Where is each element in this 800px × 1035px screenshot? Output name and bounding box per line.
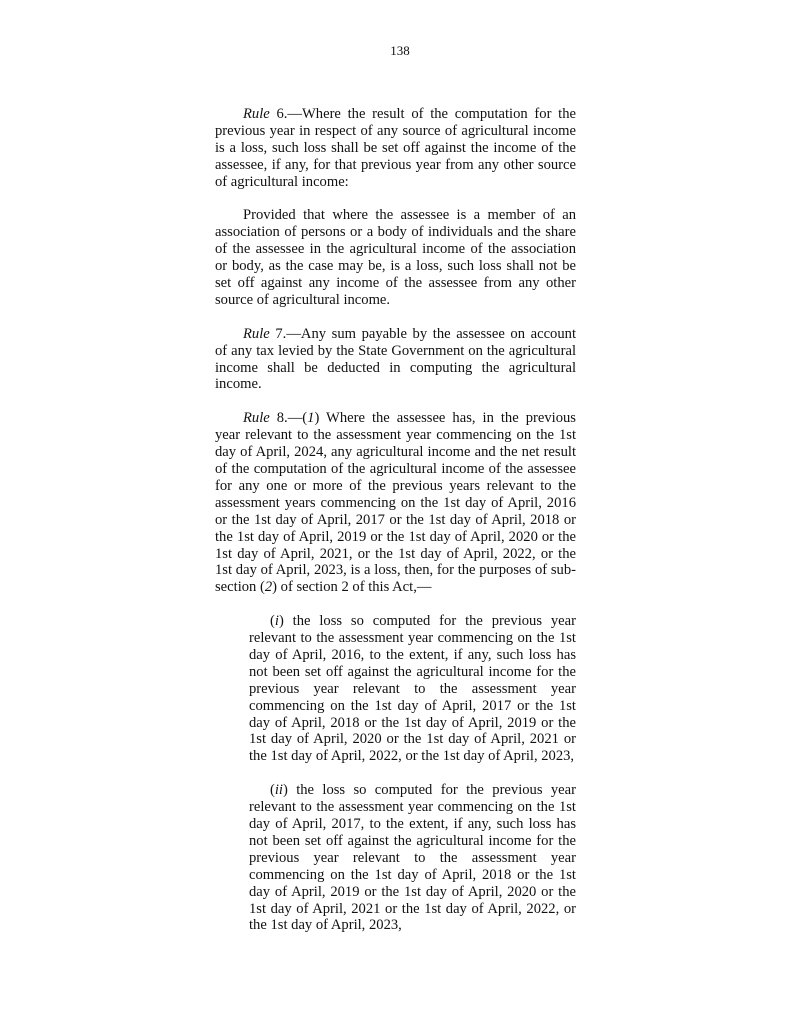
page-number: 138 bbox=[390, 43, 410, 58]
rule-6-label: Rule bbox=[243, 106, 270, 122]
rule-6-number: 6. bbox=[269, 106, 288, 122]
clause-i: (i) the loss so computed for the previous year relevant to the assessment year commencing on the 1st day of April, 2016, to the extent, if any, such loss has not been set off against the agricultural income for the previous year relevant to the assessment year commencing on the 1st day of April, 2017 or the 1st day of April, 2018 or the 1st day of April, 2019 or the 1st day of April, 2020 or the 1st day of April, 2021 or the 1st day of April, 2022, or the 1st day of April, 2023, bbox=[249, 613, 576, 765]
clause-i-text: ) the loss so computed for the previous year relevant to the assessment year commencing on the 1st day of April, 2016, to the extent, if any, such loss has not been set off against the agricultural income for the previous year relevant to the assessment year commencing on the 1st day of April, 2017 or the 1st day of April, 2018 or the 1st day of April, 2019 or the 1st day of April, 2020 or the 1st day of April, 2021 or the 1st day of April, 2022, or the 1st day of April, 2023, bbox=[249, 613, 576, 765]
rule-8-text-a: ) Where the assessee has, in the previous year relevant to the assessment year commencing on the 1st day of April, 2024, any agricultural income and the net result of the computation of the agricultural income of the assessee for any one or more of the previous years relevant to the assessment years commencing on the 1st day of April, 2016 or the 1st day of April, 2017 or the 1st day of April, 2018 or the 1st day of April, 2019 or the 1st day of April, 2020 or the 1st day of April, 2021, or the 1st day of April, 2022, or the 1st day of April, 2023, is a loss, then, for the purposes of sub-section ( bbox=[215, 410, 576, 596]
rule-7-label: Rule bbox=[243, 325, 270, 342]
clause-ii: (ii) the loss so computed for the previous year relevant to the assessment year commencing on the 1st day of April, 2017, to the extent, if any, such loss has not been set off against the agricultural income for the previous year relevant to the assessment year commencing on the 1st day of April, 2018 or the 1st day of April, 2019 or the 1st day of April, 2020 or the 1st day of April, 2021 or the 1st day of April, 2022, or the 1st day of April, 2023, bbox=[249, 782, 576, 934]
proviso-paragraph bbox=[215, 207, 576, 308]
clause-ii-marker: ii bbox=[274, 782, 283, 799]
clause-i-marker: i bbox=[274, 613, 279, 630]
rule-7-paragraph bbox=[215, 326, 576, 394]
rule-7-number: 7. bbox=[269, 325, 287, 342]
document-body bbox=[215, 106, 576, 951]
rule-8-ref: 2 bbox=[264, 579, 273, 596]
clause-ii-text: ) the loss so computed for the previous year relevant to the assessment year commencing on the 1st day of April, 2017, to the extent, if any, such loss has not been set off against the agricultural income for the previous year relevant to the assessment year commencing on the 1st day of April, 2018 or the 1st day of April, 2019 or the 1st day of April, 2020 or the 1st day of April, 2021 or the 1st day of April, 2022, or the 1st day of April, 2023, bbox=[249, 782, 576, 934]
rule-6-text: —Where the result of the computation for the previous year in respect of any source of agricultural income is a loss, such loss shall be set off against the income of the assessee, if any, for that previous year from any other source of agricultural income: bbox=[215, 106, 576, 190]
rule-8-number: 8.—( bbox=[269, 410, 308, 427]
rule-8-paragraph bbox=[215, 410, 576, 596]
rule-6-paragraph bbox=[215, 106, 576, 191]
proviso-text: Provided that where the assessee is a member of an association of persons or a body of individuals and the share of the assessee in the agricultural income of the association or body, as the case may be, is a loss, such loss shall not be set off against any income of the assessee from any other source of agricultural income. bbox=[215, 207, 576, 308]
rule-8-subsection: 1 bbox=[307, 410, 315, 427]
rule-8-label: Rule bbox=[243, 410, 270, 427]
rule-7-text: —Any sum payable by the assessee on account of any tax levied by the State Government on the agricultural income shall be deducted in computing the agricultural income. bbox=[215, 325, 577, 393]
rule-8-text-b: ) of section 2 of this Act,— bbox=[272, 579, 432, 596]
